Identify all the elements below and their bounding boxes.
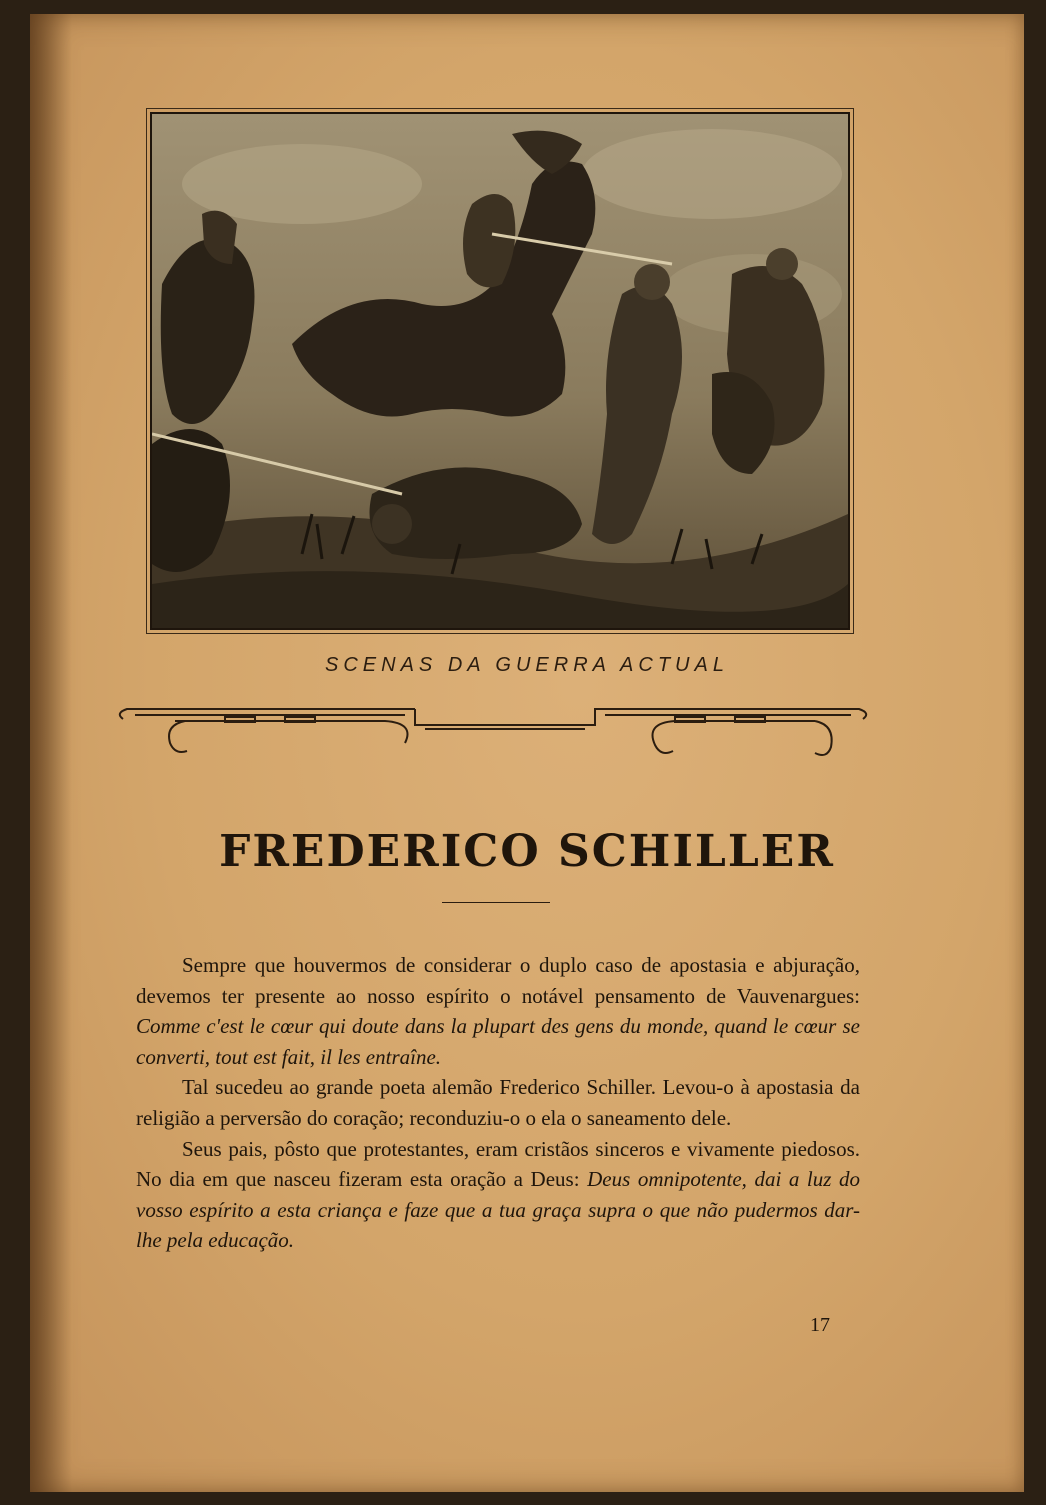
illustration-caption: SCENAS DA GUERRA ACTUAL — [325, 654, 729, 676]
article-title: FREDERICO SCHILLER — [219, 826, 835, 877]
book-page — [30, 14, 1024, 1492]
paragraph-3 — [136, 1134, 860, 1256]
paragraph-2-text: Tal sucedeu ao grande poeta alemão Frederico Schiller. Levou-o à apostasia da religião a perversão do coração; reconduziu-o o ela o saneamento dele. — [136, 1075, 860, 1130]
paragraph-2 — [136, 1072, 860, 1133]
article-body — [136, 950, 860, 1256]
page-number: 17 — [810, 1314, 830, 1336]
paragraph-1-quote: Comme c'est le cœur qui doute dans la plupart des gens du monde, quand le cœur se converti, tout est fait, il les entraîne. — [136, 1014, 860, 1069]
illustration-drawing — [152, 114, 848, 628]
page-gutter-shadow — [30, 14, 72, 1492]
title-divider — [442, 902, 550, 903]
paragraph-3-text: Seus pais, pôsto que protestantes, eram cristãos sinceros e vivamente piedosos. No dia em que nasceu fizeram esta oração a Deus: — [136, 1136, 860, 1192]
paragraph-1 — [136, 950, 860, 1072]
decorative-ornament — [115, 699, 871, 779]
war-scene-illustration — [150, 112, 850, 630]
paragraph-1-text: Sempre que houvermos de considerar o duplo caso de apostasia e abjuração, devemos ter presente ao nosso espírito o notável pensamento de Vauvenargues: — [136, 953, 860, 1008]
paragraph-3-prayer: Deus omnipotente, dai a luz do vosso espírito a esta criança e faze que a tua graça supra o que não pudermos dar-lhe pela educação. — [136, 1167, 861, 1253]
